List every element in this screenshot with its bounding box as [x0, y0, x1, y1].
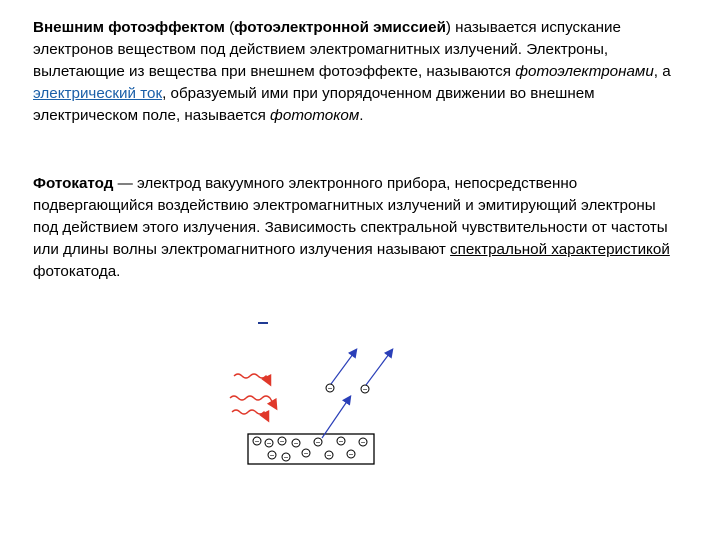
svg-text:−: − — [303, 449, 309, 458]
svg-text:−: − — [269, 451, 275, 460]
svg-text:−: − — [326, 451, 332, 460]
svg-text:−: − — [266, 439, 272, 448]
emission-arrow-2 — [331, 350, 356, 384]
electron-sign: − — [327, 384, 333, 393]
svg-text:−: − — [348, 450, 354, 459]
term-external-photoeffect: Внешним фотоэффектом — [33, 19, 225, 36]
text-segment: , а — [653, 63, 671, 80]
radiation-wave-1 — [234, 374, 270, 384]
text-segment: ( — [224, 19, 235, 36]
text-segment: . — [359, 107, 364, 124]
svg-text:−: − — [254, 437, 260, 446]
svg-text:−: − — [279, 437, 285, 446]
text-segment: ) называется испускание электронов веществом под действием электромагнитных излучений. Электроны, вылетающие из вещества при внешнем фотоэффекте, называются — [33, 19, 621, 80]
emitted-electron — [326, 384, 334, 393]
emitted-electron — [361, 385, 369, 394]
text-segment: — электрод вакуумного электронного прибора, непосредственно подвергающийся воздействию электромагнитных излучений и эмитирующий электроны под действием этого излучения. Зависимость спектральной чувствительности от частоты или длины волны электромагнитного излучения называют — [33, 175, 668, 258]
term-photocurrent: фототоком — [270, 107, 360, 124]
emission-arrow-1 — [322, 397, 350, 438]
emission-arrow-3 — [366, 350, 392, 385]
electron-sign: − — [362, 385, 368, 394]
text-segment: фотокатода. — [33, 263, 121, 280]
term-photoelectrons: фотоэлектронами — [515, 63, 654, 80]
svg-text:−: − — [283, 453, 289, 462]
svg-text:−: − — [338, 437, 344, 446]
svg-text:−: − — [293, 439, 299, 448]
radiation-wave-2 — [230, 396, 276, 408]
radiation-wave-3 — [232, 410, 268, 420]
term-photocathode: Фотокатод — [33, 175, 114, 192]
term-photoelectron-emission: фотоэлектронной эмиссией — [234, 19, 446, 36]
text-segment: , образуемый ими при упорядоченном движении во внешнем электрическом поле, называется — [33, 85, 595, 124]
svg-text:−: − — [315, 438, 321, 447]
term-spectral-characteristic: спектральной характеристикой — [450, 241, 670, 258]
svg-text:−: − — [360, 438, 366, 447]
electric-current-link[interactable]: электрический ток — [33, 85, 163, 102]
